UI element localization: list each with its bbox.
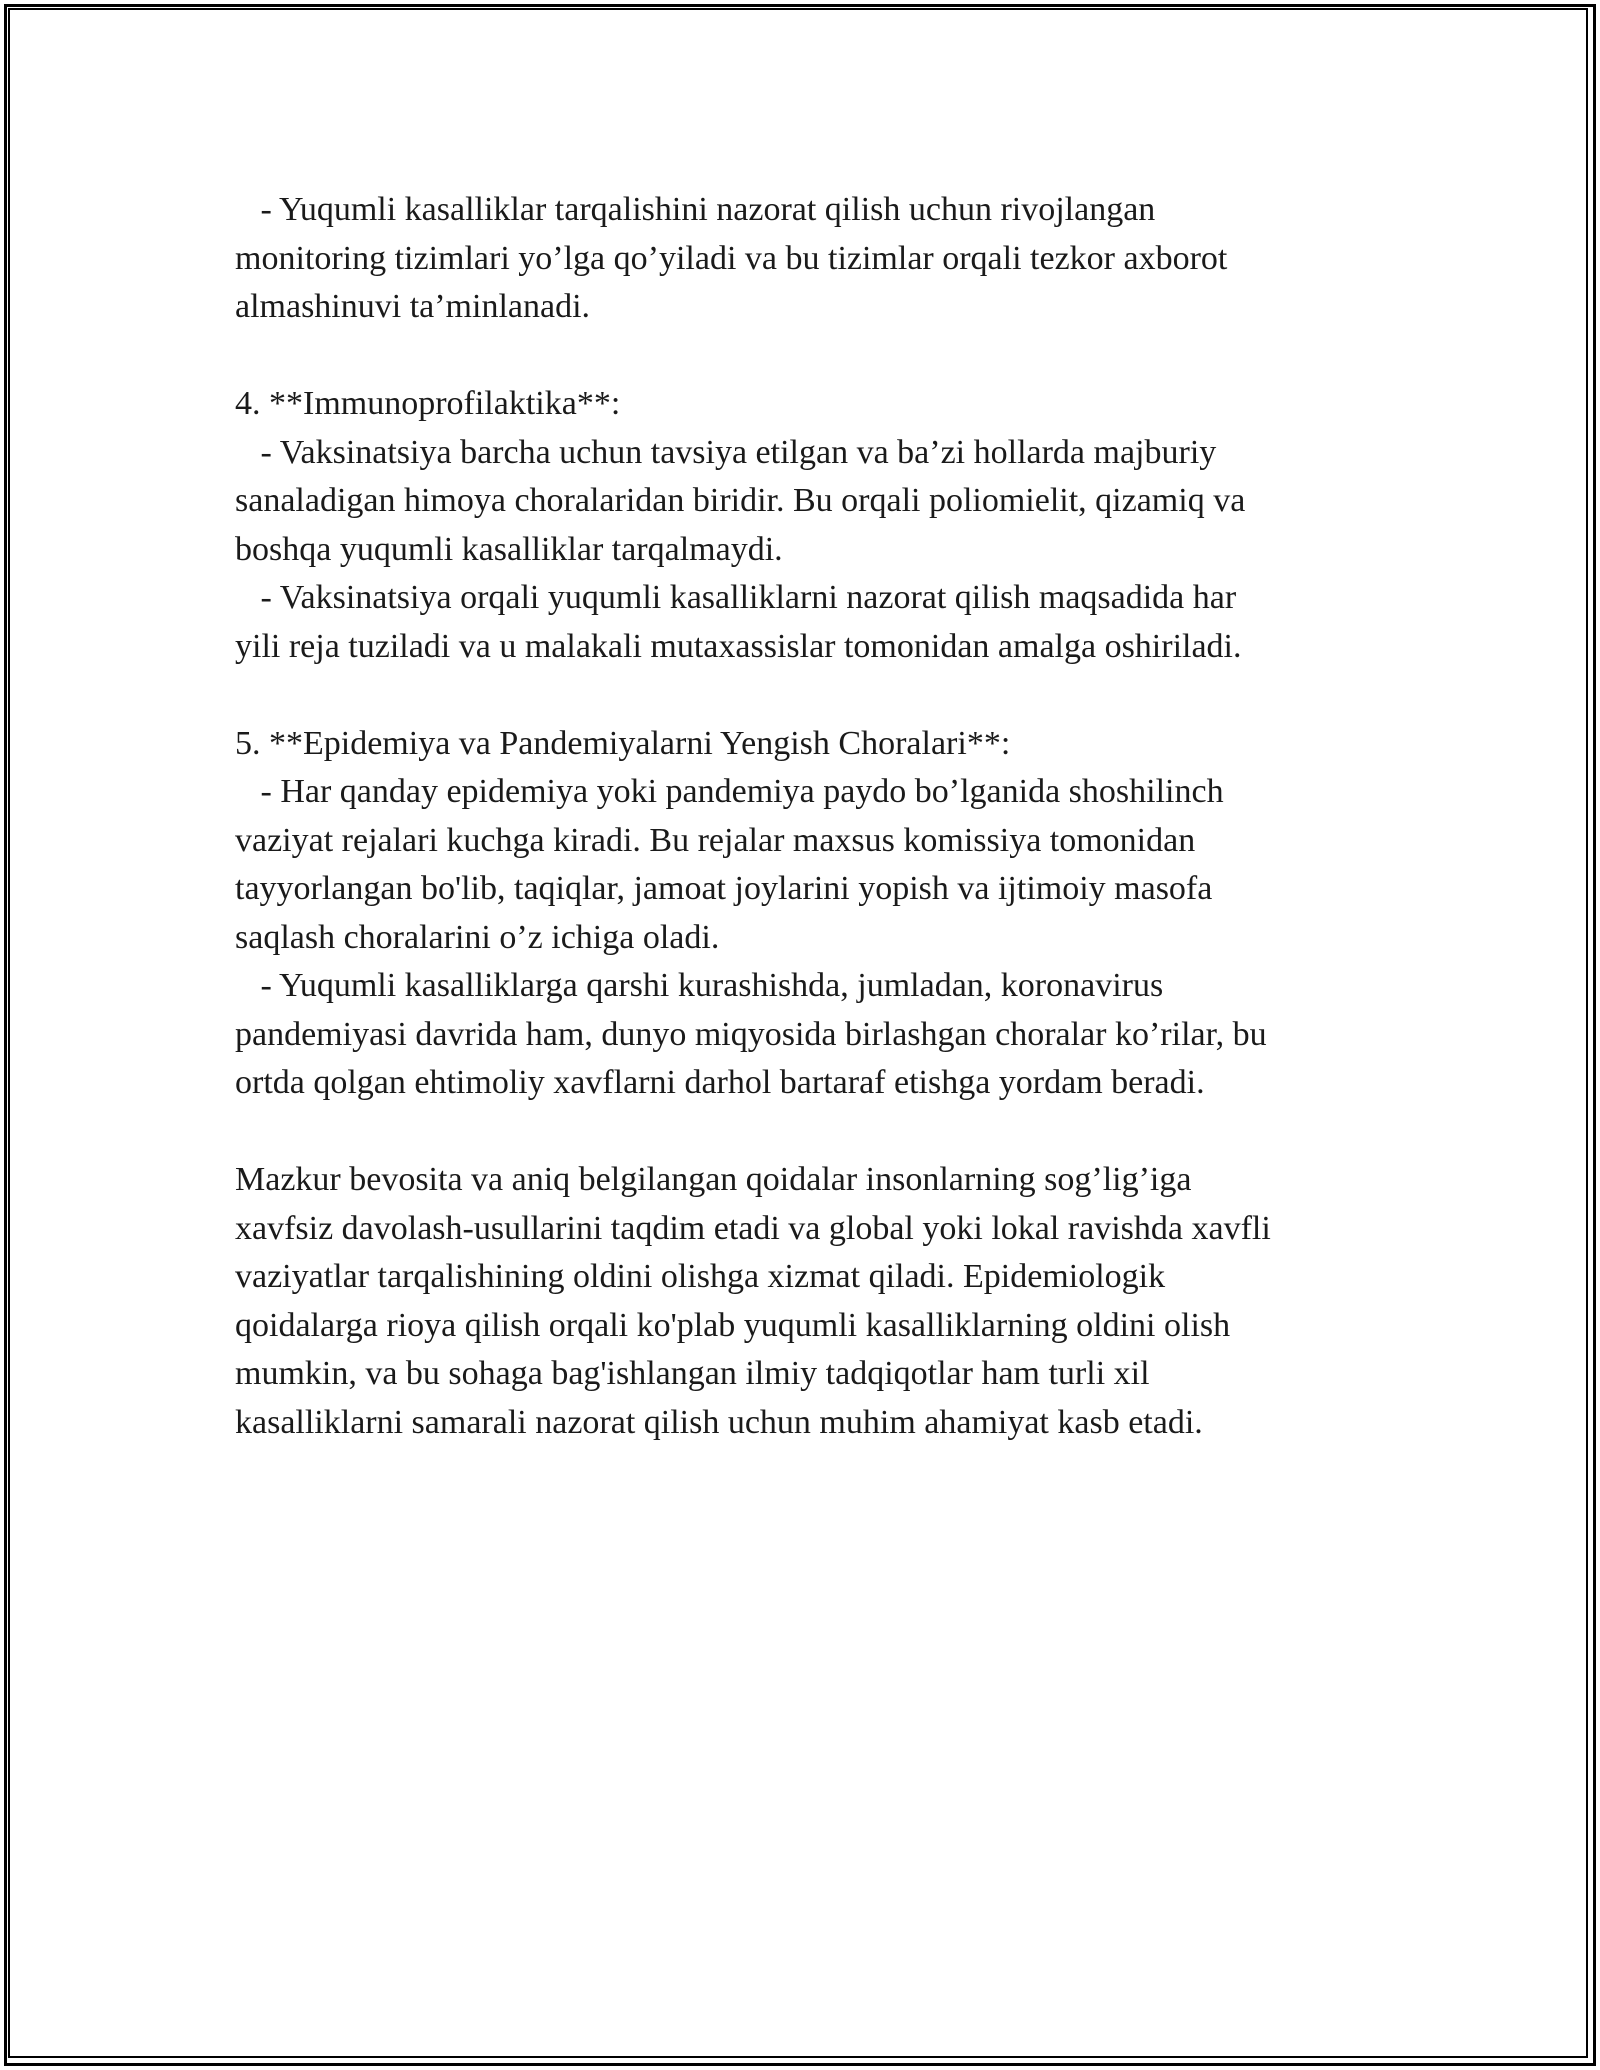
text-line: boshqa yuqumli kasalliklar tarqalmaydi.: [235, 530, 783, 568]
text-line: kasalliklarni samarali nazorat qilish uchun muhim ahamiyat kasb etadi.: [235, 1403, 1203, 1441]
text-line: - Yuqumli kasalliklar tarqalishini nazorat qilish uchun rivojlangan: [235, 191, 1156, 228]
text-line: pandemiyasi davrida ham, dunyo miqyosida birlashgan choralar ko’rilar, bu: [235, 1015, 1267, 1053]
text-block: [235, 380, 1385, 671]
text-line: - Vaksinatsiya barcha uchun tavsiya etilgan va ba’zi hollarda majburiy: [235, 433, 1217, 471]
text-line: - Yuqumli kasalliklarga qarshi kurashishda, jumladan, koronavirus: [235, 967, 1164, 1004]
text-block: [235, 1156, 1385, 1447]
text-line: yili reja tuziladi va u malakali mutaxassislar tomonidan amalga oshiriladi.: [235, 627, 1242, 665]
text-line: monitoring tizimlari yo’lga qo’yiladi va bu tizimlar orqali tezkor axborot: [235, 239, 1228, 277]
text-line: qoidalarga rioya qilish orqali ko'plab yuqumli kasalliklarning oldini olish: [235, 1306, 1231, 1344]
text-line: almashinuvi ta’minlanadi.: [235, 288, 591, 325]
text-line: 4. **Immunoprofilaktika**:: [235, 385, 621, 422]
text-line: 5. **Epidemiya va Pandemiyalarni Yengish Choralari**:: [235, 724, 1011, 762]
text-line: - Vaksinatsiya orqali yuqumli kasalliklarni nazorat qilish maqsadida har: [235, 579, 1237, 616]
text-line: mumkin, va bu sohaga bag'ishlangan ilmiy tadqiqotlar ham turli xil: [235, 1355, 1150, 1392]
text-block: [235, 720, 1385, 1108]
text-line: ortda qolgan ehtimoliy xavflarni darhol bartaraf etishga yordam beradi.: [235, 1064, 1205, 1101]
text-line: sanaladigan himoya choralaridan biridir. Bu orqali poliomielit, qizamiq va: [235, 482, 1246, 519]
text-line: saqlash choralarini o’z ichiga oladi.: [235, 918, 720, 956]
document-body: [235, 186, 1385, 1447]
text-block: [235, 186, 1385, 332]
text-line: tayyorlangan bo'lib, taqiqlar, jamoat joylarini yopish va ijtimoiy masofa: [235, 870, 1213, 907]
text-line: - Har qanday epidemiya yoki pandemiya paydo bo’lganida shoshilinch: [235, 773, 1224, 810]
paragraph-gap: [235, 1108, 1385, 1157]
paragraph-gap: [235, 332, 1385, 381]
paragraph-gap: [235, 671, 1385, 720]
text-line: Mazkur bevosita va aniq belgilangan qoidalar insonlarning sog’lig’iga: [235, 1161, 1192, 1198]
text-line: xavfsiz davolash-usullarini taqdim etadi va global yoki lokal ravishda xavfli: [235, 1209, 1271, 1247]
text-line: vaziyatlar tarqalishining oldini olishga xizmat qiladi. Epidemiologik: [235, 1258, 1166, 1295]
text-line: vaziyat rejalari kuchga kiradi. Bu rejalar maxsus komissiya tomonidan: [235, 821, 1196, 859]
